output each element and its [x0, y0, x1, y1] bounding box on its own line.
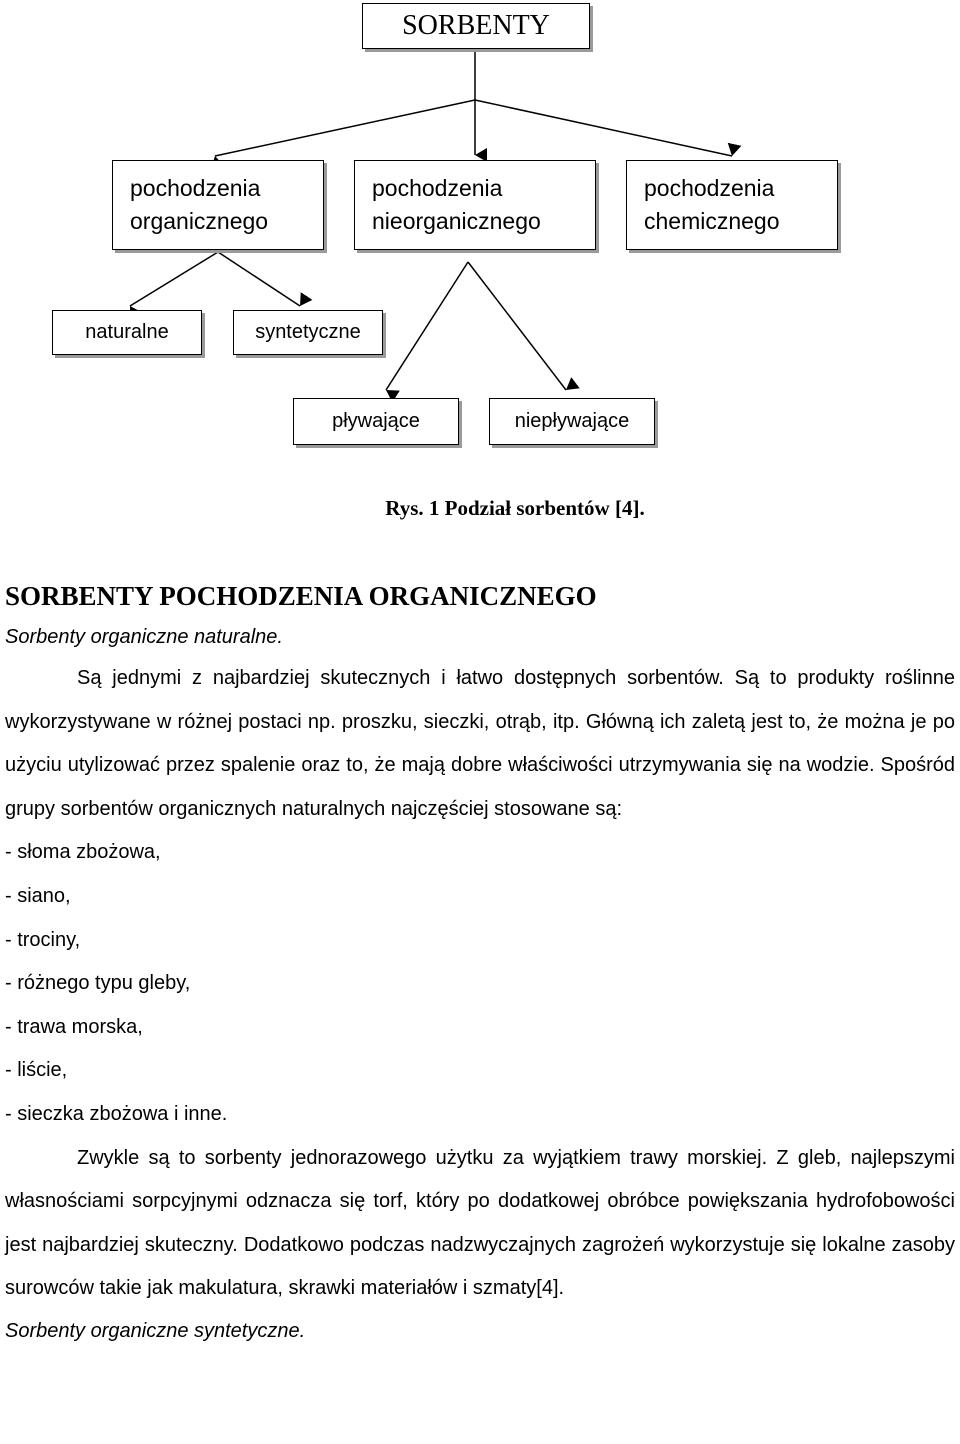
document-body	[5, 575, 955, 1351]
diagram-box-chemical	[626, 160, 838, 250]
diagram-box-organic	[112, 160, 324, 250]
subheading-synthetic: Sorbenty organiczne syntetyczne.	[5, 1319, 306, 1342]
diagram-box-inorganic-label: pochodzenia nieorganicznego	[372, 175, 541, 234]
list-item: - trociny,	[5, 928, 81, 951]
diagram-root-box	[362, 3, 590, 49]
subheading-natural: Sorbenty organiczne naturalne.	[5, 626, 283, 648]
diagram-box-synthetic	[233, 310, 383, 355]
diagram-root-label: SORBENTY	[402, 10, 550, 41]
paragraph-usage: Zwykle są to sorbenty jednorazowego użytku za wyjątkiem trawy morskiej. Z gleb, najlepszymi własnościami sorpcyjnymi odznacza się torf, który po dodatkowej obróbce powiększania hydrofobowości jest najbardziej skuteczny. Dodatkowo podczas nadzwyczajnych zagrożeń wykorzystuje się lokalne zasoby surowców takie jak makulatura, skrawki materiałów i szmaty[4].	[5, 1146, 955, 1300]
diagram-box-chemical-label: pochodzenia chemicznego	[644, 175, 780, 234]
sorbent-list	[5, 831, 955, 1136]
diagram-box-organic-label: pochodzenia organicznego	[130, 175, 269, 234]
connector-root-chemical	[475, 100, 732, 156]
diagram-box-nonfloating	[489, 398, 655, 445]
figure-caption: Rys. 1 Podział sorbentów [4].	[385, 496, 645, 520]
diagram-box-inorganic	[354, 160, 596, 250]
connector-inorganic-floating	[386, 262, 468, 390]
paragraph-natural-intro: Są jednymi z najbardziej skutecznych i łatwo dostępnych sorbentów. Są to produkty roślinne wykorzystywane w różnej postaci np. proszku, sieczki, otrąb, itp. Główną ich zaletą jest to, że można je po użyciu utylizować przez spalenie oraz to, że mają dobre właściwości utrzymywania się na wodzie. Spośród grupy sorbentów organicznych naturalnych najczęściej stosowane są:	[5, 667, 955, 820]
diagram-connectors	[0, 0, 960, 500]
list-item: - różnego typu gleby,	[5, 972, 191, 995]
connector-root-organic	[215, 100, 475, 156]
diagram-box-floating-label: pływające	[332, 410, 420, 432]
diagram-box-natural	[52, 310, 202, 355]
list-item: - sieczka zbożowa i inne.	[5, 1102, 228, 1125]
diagram-box-natural-label: naturalne	[85, 321, 169, 343]
list-item: - trawa morska,	[5, 1015, 143, 1038]
connector-inorganic-nonfloating	[468, 262, 566, 390]
classification-diagram	[0, 0, 960, 500]
section-heading: SORBENTY POCHODZENIA ORGANICZNEGO	[5, 581, 597, 611]
list-item: - słoma zbożowa,	[5, 841, 161, 864]
connector-organic-natural	[130, 252, 218, 306]
list-item: - liście,	[5, 1059, 68, 1082]
list-item: - siano,	[5, 884, 71, 907]
diagram-box-synthetic-label: syntetyczne	[255, 321, 361, 343]
connector-organic-synthetic	[218, 252, 300, 306]
diagram-box-nonfloating-label: niepływające	[514, 410, 630, 432]
diagram-box-floating	[293, 398, 459, 445]
